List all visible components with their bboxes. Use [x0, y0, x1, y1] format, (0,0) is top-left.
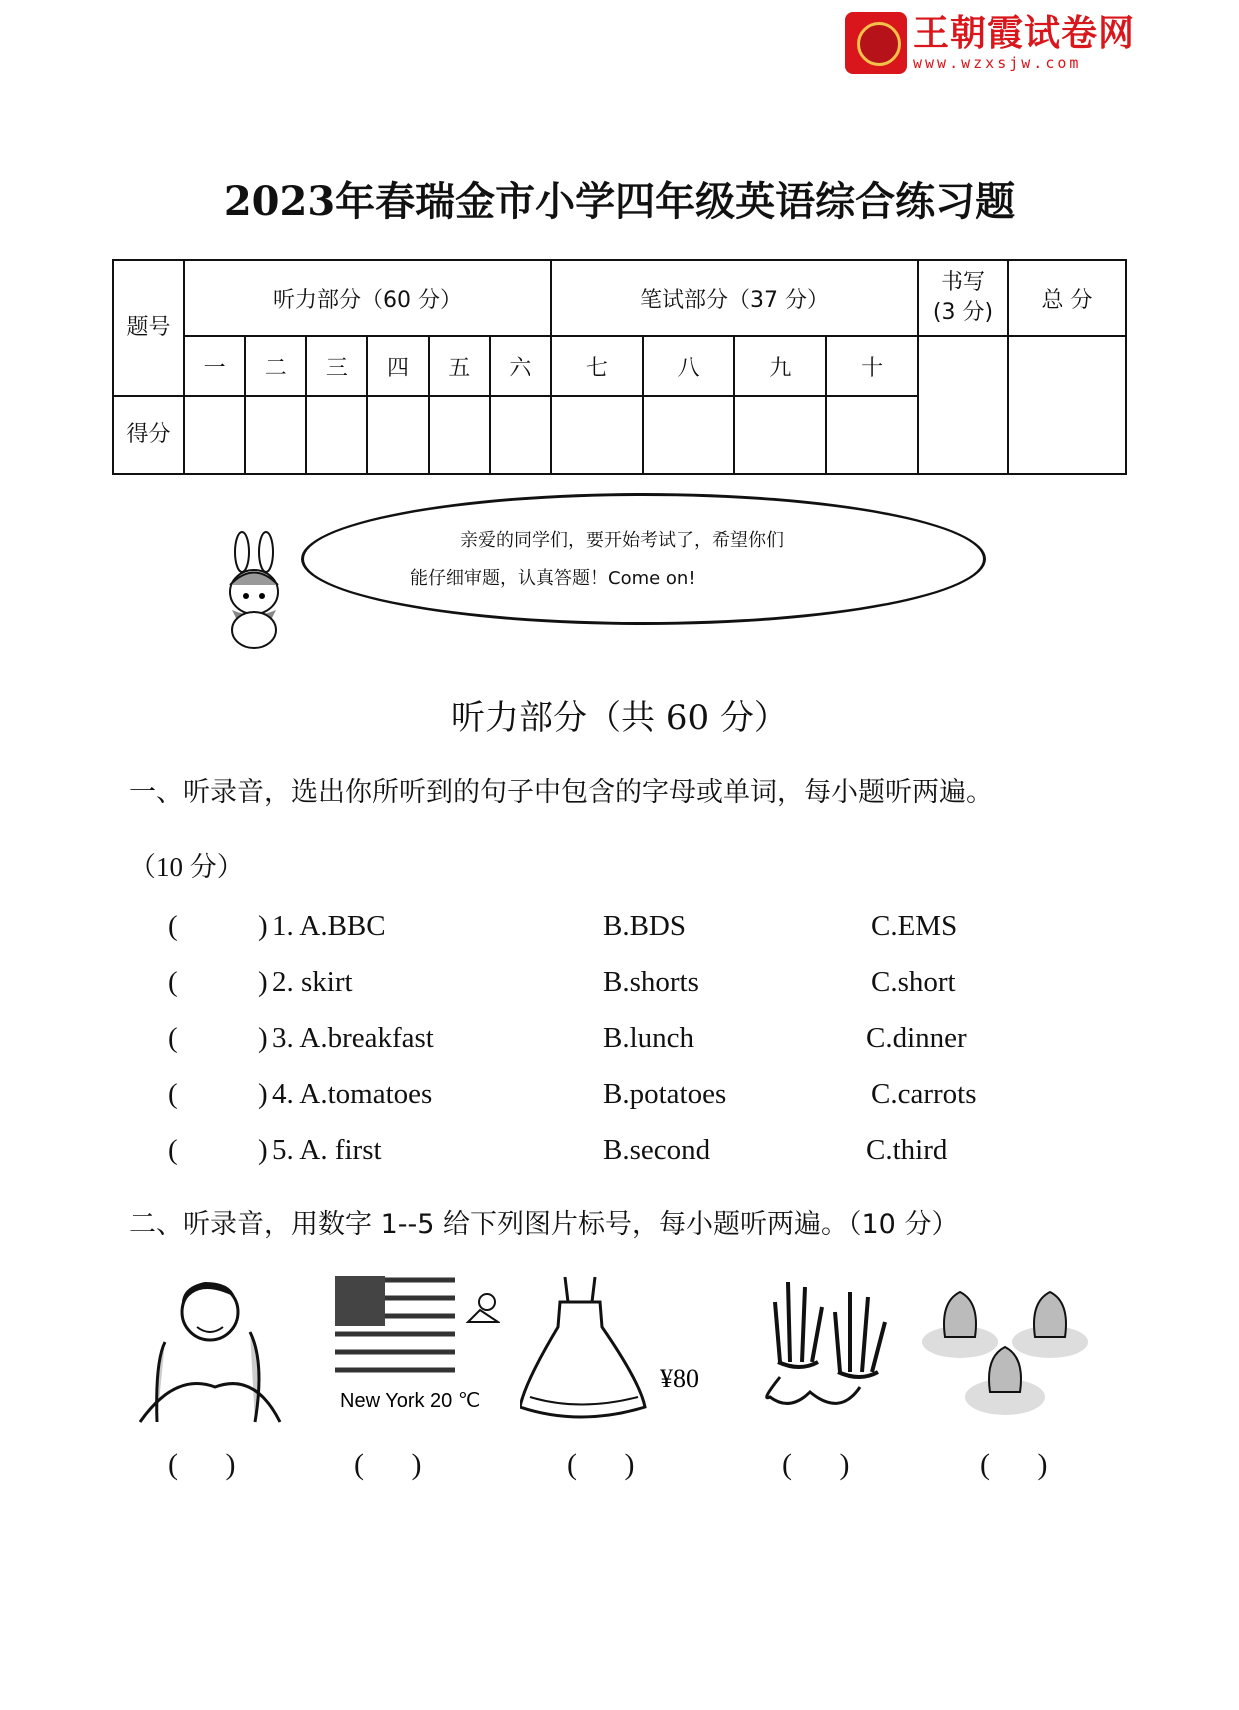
- bubble-line-1: 亲爱的同学们，要开始考试了，希望你们: [460, 530, 784, 551]
- option-a: 5. A. first: [272, 1134, 382, 1166]
- part2-heading: 二、听录音，用数字 1--5 给下列图片标号，每小题听两遍。（10 分）: [129, 1209, 959, 1240]
- q-num: 四: [367, 336, 428, 396]
- handwriting-label: 书写: [940, 270, 985, 295]
- option-b: B.shorts: [603, 966, 699, 998]
- answer-paren-close: ): [258, 1078, 268, 1110]
- score-cell[interactable]: [306, 396, 367, 474]
- q-num: 十: [826, 336, 918, 396]
- option-c: C.dinner: [866, 1022, 967, 1054]
- answer-paren-open[interactable]: (: [168, 966, 178, 998]
- score-cell[interactable]: [429, 396, 490, 474]
- option-c: C.EMS: [871, 910, 958, 942]
- answer-paren-open[interactable]: (: [168, 1078, 178, 1110]
- row-header-top: 题号: [113, 260, 184, 396]
- dress-price: ¥80: [660, 1364, 699, 1393]
- option-c: C.carrots: [871, 1078, 977, 1110]
- answer-paren-close: ): [258, 966, 268, 998]
- speech-bubble-text: [410, 522, 784, 598]
- score-cell[interactable]: [734, 396, 826, 474]
- q-num: 六: [490, 336, 551, 396]
- answer-bracket[interactable]: ( ): [980, 1448, 1048, 1481]
- answer-bracket[interactable]: ( ): [567, 1448, 635, 1481]
- logo-badge-icon: [845, 12, 907, 74]
- option-b: B.second: [603, 1134, 711, 1166]
- answer-paren-open[interactable]: (: [168, 1134, 178, 1166]
- option-a: 1. A.BBC: [272, 910, 386, 942]
- option-a: 4. A.tomatoes: [272, 1078, 433, 1110]
- part1-heading: 一、听录音，选出你所听到的句子中包含的字母或单词，每小题听两遍。: [129, 777, 993, 808]
- option-b: B.lunch: [603, 1022, 695, 1054]
- handwriting-header: [918, 260, 1008, 336]
- option-c: C.third: [866, 1134, 948, 1166]
- boy-in-bed-picture: [135, 1272, 295, 1432]
- flag-caption: New York 20 ℃: [340, 1390, 481, 1412]
- q-num: 八: [643, 336, 735, 396]
- answer-bracket[interactable]: ( ): [168, 1448, 236, 1481]
- answer-paren-close: ): [258, 1134, 268, 1166]
- score-cell[interactable]: [184, 396, 245, 474]
- score-cell[interactable]: [367, 396, 428, 474]
- site-logo: [845, 12, 1155, 74]
- total-header: 总 分: [1008, 260, 1126, 336]
- q-num: 九: [734, 336, 826, 396]
- score-cell[interactable]: [490, 396, 551, 474]
- score-cell[interactable]: [245, 396, 306, 474]
- score-cell[interactable]: [826, 396, 918, 474]
- score-cell[interactable]: [643, 396, 735, 474]
- answer-bracket[interactable]: ( ): [782, 1448, 850, 1481]
- option-a: 3. A.breakfast: [272, 1022, 434, 1054]
- rabbit-mascot-icon: [214, 530, 294, 650]
- writing-test-header: 笔试部分（37 分）: [551, 260, 918, 336]
- answer-paren-open[interactable]: (: [168, 1022, 178, 1054]
- gloves-picture: [750, 1272, 910, 1422]
- logo-url: www.wzxsjw.com: [913, 54, 1082, 72]
- score-cell[interactable]: [551, 396, 643, 474]
- option-b: B.potatoes: [603, 1078, 727, 1110]
- q-num: 一: [184, 336, 245, 396]
- us-flag-weather-picture: [330, 1272, 500, 1422]
- hens-picture: [920, 1272, 1105, 1427]
- bubble-line-2: 能仔细审题，认真答题！Come on!: [410, 568, 696, 589]
- part1-points: （10 分）: [129, 852, 244, 882]
- row-header-bottom: 得分: [113, 396, 184, 474]
- option-a: 2. skirt: [272, 966, 353, 998]
- option-c: C.short: [871, 966, 956, 998]
- q-num: 二: [245, 336, 306, 396]
- answer-paren-close: ): [258, 910, 268, 942]
- logo-name: 王朝霞试卷网: [913, 13, 1136, 54]
- listening-header: 听力部分（60 分）: [184, 260, 551, 336]
- section-title: 听力部分（共 60 分）: [451, 698, 788, 738]
- option-b: B.BDS: [603, 910, 687, 942]
- exam-title: 2023年春瑞金市小学四年级英语综合练习题: [223, 178, 1016, 225]
- answer-paren-open[interactable]: (: [168, 910, 178, 942]
- total-score-cell[interactable]: [1008, 336, 1126, 474]
- q-num: 五: [429, 336, 490, 396]
- q-num: 三: [306, 336, 367, 396]
- q-num: 七: [551, 336, 643, 396]
- handwriting-score-cell[interactable]: [918, 336, 1008, 474]
- answer-bracket[interactable]: ( ): [354, 1448, 422, 1481]
- answer-paren-close: ): [258, 1022, 268, 1054]
- score-table: [112, 259, 1127, 475]
- dress-price-picture: [520, 1272, 720, 1422]
- handwriting-points: (3 分): [932, 300, 994, 325]
